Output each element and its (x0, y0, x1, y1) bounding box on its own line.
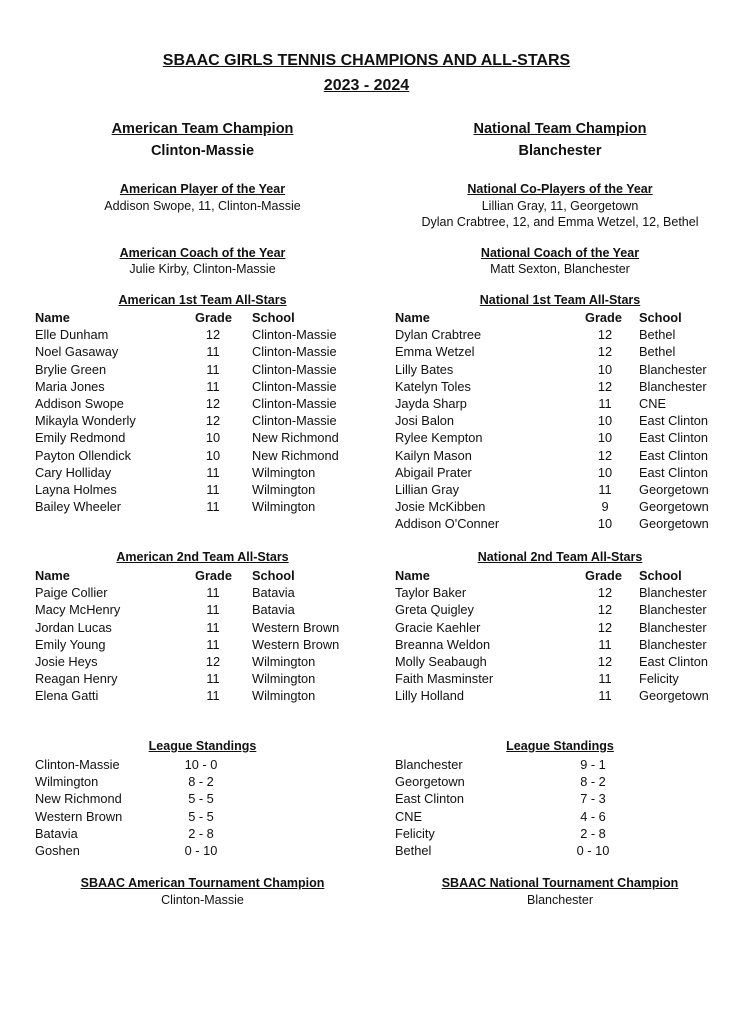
american-coy-heading: American Coach of the Year (119, 246, 286, 260)
player-school: Wilmington (252, 499, 316, 515)
table-row (395, 636, 725, 653)
player-school: Clinton-Massie (252, 413, 337, 429)
standings-record: 4 - 6 (580, 808, 606, 824)
national-coy-heading: National Coach of the Year (480, 246, 640, 260)
table-row (395, 429, 725, 446)
player-school: Georgetown (639, 516, 709, 532)
standings-record: 10 - 0 (184, 757, 218, 772)
player-name: Emily Redmond (35, 430, 126, 446)
table-row (395, 601, 725, 618)
player-school: Wilmington (252, 464, 316, 480)
player-name: Cary Holliday (35, 464, 112, 480)
player-name: Josie Heys (35, 653, 98, 669)
table-row (35, 498, 370, 515)
national-column (395, 0, 725, 1024)
player-name: Emily Young (35, 636, 106, 652)
player-school: Felicity (639, 671, 679, 687)
player-name: Lillian Gray (395, 481, 460, 497)
standings-record: 5 - 5 (188, 791, 214, 807)
player-school: East Clinton (639, 464, 708, 480)
standings-team: East Clinton (395, 791, 464, 807)
player-name: Mikayla Wonderly (35, 413, 136, 429)
table-row (395, 481, 725, 498)
player-school: Batavia (252, 602, 295, 618)
standings-row (395, 825, 725, 842)
player-grade: 11 (206, 688, 220, 704)
standings-row (35, 790, 370, 807)
name-column-header: Name (395, 568, 430, 583)
grade-column-header: Grade (195, 310, 232, 325)
player-grade: 9 (601, 499, 609, 515)
american-poy: Addison Swope, 11, Clinton-Massie (104, 199, 301, 213)
player-school: Blanchester (639, 602, 707, 618)
player-school: Georgetown (639, 688, 709, 704)
national-team-champion: Blanchester (518, 143, 602, 159)
standings-team: Bethel (395, 842, 432, 858)
table-header-row (395, 309, 725, 326)
national-second-team-rows (395, 584, 725, 704)
grade-column-header: Grade (585, 568, 622, 583)
player-name: Addison O'Conner (395, 516, 500, 532)
player-name: Macy McHenry (35, 602, 121, 618)
player-school: Western Brown (252, 636, 340, 652)
player-school: East Clinton (639, 653, 708, 669)
player-school: Blanchester (639, 636, 707, 652)
player-grade: 11 (598, 395, 612, 411)
player-school: New Richmond (252, 430, 339, 446)
table-row (395, 447, 725, 464)
player-school: Wilmington (252, 671, 316, 687)
table-row (35, 481, 370, 498)
player-school: Wilmington (252, 481, 316, 497)
table-row (395, 326, 725, 343)
standings-record: 8 - 2 (188, 774, 214, 790)
table-row (35, 326, 370, 343)
table-row (395, 361, 725, 378)
table-row (395, 412, 725, 429)
player-name: Payton Ollendick (35, 447, 132, 463)
name-column-header: Name (395, 310, 430, 325)
table-row (35, 670, 370, 687)
national-first-team-table (395, 309, 725, 532)
national-tournament-heading: SBAAC National Tournament Champion (441, 876, 679, 890)
player-school: Clinton-Massie (252, 395, 337, 411)
table-row (35, 395, 370, 412)
player-name: Emma Wetzel (395, 344, 475, 360)
player-school: Georgetown (639, 481, 709, 497)
player-grade: 11 (206, 671, 220, 687)
player-school: Clinton-Massie (252, 378, 337, 394)
standings-team: CNE (395, 808, 423, 824)
player-grade: 11 (206, 361, 220, 377)
standings-row (395, 790, 725, 807)
player-name: Josie McKibben (395, 499, 486, 515)
school-column-header: School (252, 310, 295, 325)
player-grade: 12 (597, 327, 613, 343)
standings-record: 0 - 10 (184, 842, 218, 858)
standings-record: 2 - 8 (580, 825, 606, 841)
table-row (35, 429, 370, 446)
table-row (395, 670, 725, 687)
table-row (395, 619, 725, 636)
player-school: Blanchester (639, 619, 707, 635)
player-grade: 11 (206, 636, 220, 652)
table-row (395, 343, 725, 360)
player-school: Bethel (639, 344, 676, 360)
standings-row (395, 842, 725, 859)
standings-record: 2 - 8 (188, 825, 214, 841)
player-grade: 11 (206, 585, 220, 601)
standings-row (35, 756, 370, 773)
national-poy-line2: Dylan Crabtree, 12, and Emma Wetzel, 12, Bethel (421, 215, 699, 229)
standings-team: Felicity (395, 825, 435, 841)
school-column-header: School (639, 568, 682, 583)
standings-team: Goshen (35, 842, 80, 858)
table-header-row (35, 309, 370, 326)
standings-record: 5 - 5 (188, 808, 214, 824)
american-team-champion: Clinton-Massie (150, 143, 255, 159)
player-grade: 12 (597, 602, 613, 618)
player-name: Jordan Lucas (35, 619, 112, 635)
player-grade: 11 (206, 344, 220, 360)
national-first-team-rows (395, 326, 725, 532)
player-grade: 11 (206, 481, 220, 497)
player-name: Jayda Sharp (395, 395, 467, 411)
player-grade: 12 (597, 585, 613, 601)
player-name: Dylan Crabtree (395, 327, 482, 343)
player-school: East Clinton (639, 447, 708, 463)
player-grade: 10 (597, 413, 613, 429)
standings-row (35, 773, 370, 790)
player-school: Georgetown (639, 499, 709, 515)
standings-row (35, 808, 370, 825)
player-name: Addison Swope (35, 395, 124, 411)
player-school: Clinton-Massie (252, 344, 337, 360)
player-school: CNE (639, 395, 667, 411)
grade-column-header: Grade (585, 310, 622, 325)
player-grade: 12 (205, 395, 221, 411)
national-coy: Matt Sexton, Blanchester (490, 262, 630, 276)
table-row (35, 653, 370, 670)
table-row (35, 361, 370, 378)
table-row (35, 619, 370, 636)
player-grade: 11 (206, 464, 220, 480)
american-tournament-heading: SBAAC American Tournament Champion (80, 876, 325, 890)
player-name: Lilly Holland (395, 688, 464, 704)
player-grade: 12 (205, 327, 221, 343)
american-standings-heading: League Standings (148, 739, 257, 753)
player-name: Rylee Kempton (395, 430, 483, 446)
player-grade: 11 (206, 619, 220, 635)
table-header-row (395, 567, 725, 584)
player-school: Wilmington (252, 688, 316, 704)
player-grade: 12 (597, 344, 613, 360)
standings-team: Wilmington (35, 774, 99, 790)
player-grade: 10 (597, 361, 613, 377)
player-name: Noel Gasaway (35, 344, 119, 360)
school-column-header: School (639, 310, 682, 325)
player-name: Taylor Baker (395, 585, 467, 601)
national-poy-line1: Lillian Gray, 11, Georgetown (481, 199, 639, 213)
document-title: SBAAC GIRLS TENNIS CHAMPIONS AND ALL-STARS (162, 52, 571, 69)
player-name: Greta Quigley (395, 602, 474, 618)
player-grade: 11 (598, 481, 612, 497)
player-grade: 11 (598, 636, 612, 652)
standings-row (395, 756, 725, 773)
player-school: Blanchester (639, 361, 707, 377)
player-school: Clinton-Massie (252, 361, 337, 377)
national-standings-table (395, 756, 725, 859)
table-row (395, 687, 725, 704)
american-coy: Julie Kirby, Clinton-Massie (129, 262, 276, 276)
table-row (35, 343, 370, 360)
player-grade: 12 (205, 653, 221, 669)
table-row (395, 653, 725, 670)
player-grade: 10 (597, 516, 613, 532)
player-name: Gracie Kaehler (395, 619, 481, 635)
player-name: Elena Gatti (35, 688, 99, 704)
table-row (35, 447, 370, 464)
table-row (35, 464, 370, 481)
player-school: Wilmington (252, 653, 316, 669)
national-second-team-table (395, 567, 725, 705)
player-grade: 12 (597, 653, 613, 669)
table-row (35, 601, 370, 618)
table-row (395, 498, 725, 515)
american-tournament-champion: Clinton-Massie (161, 893, 244, 907)
table-row (35, 378, 370, 395)
player-grade: 10 (597, 430, 613, 446)
american-second-team-heading: American 2nd Team All-Stars (116, 550, 289, 564)
player-name: Reagan Henry (35, 671, 118, 687)
standings-row (395, 773, 725, 790)
player-school: Batavia (252, 585, 295, 601)
national-tournament-champion: Blanchester (526, 893, 593, 907)
standings-team: Batavia (35, 825, 78, 841)
standings-team: Clinton-Massie (35, 757, 120, 772)
table-row (395, 515, 725, 532)
player-school: Western Brown (252, 619, 340, 635)
american-team-champion-heading: American Team Champion (111, 121, 294, 137)
table-row (395, 395, 725, 412)
player-grade: 11 (206, 602, 220, 618)
name-column-header: Name (35, 310, 70, 325)
player-grade: 11 (598, 688, 612, 704)
national-team-champion-heading: National Team Champion (473, 121, 647, 137)
table-row (35, 636, 370, 653)
table-row (395, 378, 725, 395)
national-standings-heading: League Standings (506, 739, 614, 753)
player-school: Blanchester (639, 585, 707, 601)
name-column-header: Name (35, 568, 70, 583)
national-first-team-heading: National 1st Team All-Stars (479, 293, 641, 307)
player-grade: 10 (205, 430, 221, 446)
player-name: Katelyn Toles (395, 378, 471, 394)
player-grade: 12 (597, 378, 613, 394)
season-title: 2023 - 2024 (323, 77, 410, 94)
standings-team: Western Brown (35, 808, 123, 824)
player-grade: 12 (597, 447, 613, 463)
player-name: Paige Collier (35, 585, 108, 601)
player-grade: 12 (597, 619, 613, 635)
american-first-team-table (35, 309, 370, 515)
player-name: Faith Masminster (395, 671, 494, 687)
player-grade: 10 (597, 464, 613, 480)
table-header-row (35, 567, 370, 584)
grade-column-header: Grade (195, 568, 232, 583)
american-standings-table (35, 756, 370, 859)
player-school: East Clinton (639, 413, 708, 429)
player-name: Josi Balon (395, 413, 455, 429)
standings-record: 0 - 10 (576, 842, 610, 858)
player-name: Elle Dunham (35, 327, 109, 343)
standings-record: 8 - 2 (580, 774, 606, 790)
player-school: Clinton-Massie (252, 327, 337, 343)
standings-row (35, 825, 370, 842)
player-name: Brylie Green (35, 361, 107, 377)
table-row (35, 584, 370, 601)
player-grade: 12 (205, 413, 221, 429)
standings-team: Blanchester (395, 757, 463, 772)
american-second-team-table (35, 567, 370, 705)
american-first-team-heading: American 1st Team All-Stars (118, 293, 287, 307)
player-grade: 11 (598, 671, 612, 687)
american-second-team-rows (35, 584, 370, 704)
player-school: Blanchester (639, 378, 707, 394)
school-column-header: School (252, 568, 295, 583)
table-row (35, 687, 370, 704)
table-row (395, 464, 725, 481)
standings-row (35, 842, 370, 859)
player-school: East Clinton (639, 430, 708, 446)
table-row (395, 584, 725, 601)
national-poy-heading: National Co-Players of the Year (467, 182, 653, 196)
player-name: Kailyn Mason (395, 447, 472, 463)
player-name: Maria Jones (35, 378, 105, 394)
standings-team: New Richmond (35, 791, 122, 807)
table-row (35, 412, 370, 429)
american-poy-heading: American Player of the Year (119, 182, 286, 196)
american-first-team-rows (35, 326, 370, 515)
player-name: Breanna Weldon (395, 636, 491, 652)
national-second-team-heading: National 2nd Team All-Stars (477, 550, 643, 564)
player-name: Bailey Wheeler (35, 499, 122, 515)
standings-team: Georgetown (395, 774, 465, 790)
player-school: New Richmond (252, 447, 339, 463)
player-name: Molly Seabaugh (395, 653, 487, 669)
american-column (35, 0, 370, 1024)
player-grade: 11 (206, 378, 220, 394)
player-grade: 11 (206, 499, 220, 515)
player-name: Abigail Prater (395, 464, 472, 480)
player-school: Bethel (639, 327, 676, 343)
player-name: Lilly Bates (395, 361, 454, 377)
player-name: Layna Holmes (35, 481, 117, 497)
player-grade: 10 (205, 447, 221, 463)
standings-row (395, 808, 725, 825)
standings-record: 9 - 1 (580, 757, 606, 772)
standings-record: 7 - 3 (580, 791, 606, 807)
